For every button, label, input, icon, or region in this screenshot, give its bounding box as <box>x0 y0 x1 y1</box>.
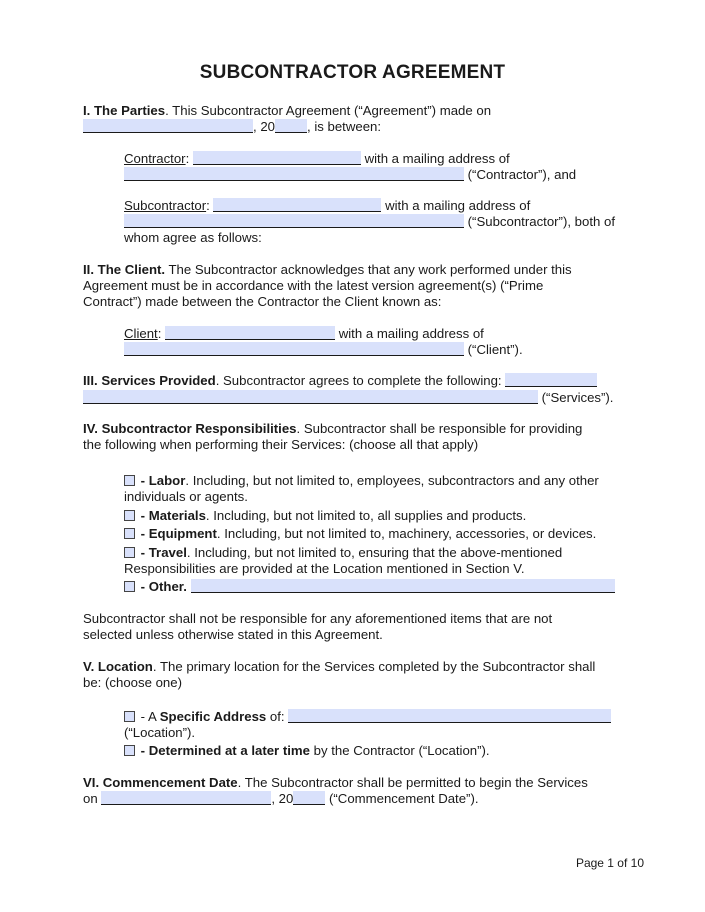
other-line: - Other. <box>124 579 615 595</box>
commencement-heading: VI. Commencement Date <box>83 775 238 790</box>
agreement-date-field[interactable] <box>83 119 253 133</box>
services-heading: III. Services Provided <box>83 373 216 388</box>
client-para-line-3: Contract”) made between the Contractor the Client known as: <box>83 294 442 309</box>
document-title: SUBCONTRACTOR AGREEMENT <box>199 62 506 83</box>
equipment-label: Equipment <box>148 526 217 541</box>
services-line-1: III. Services Provided. Subcontractor agrees to complete the following: <box>83 373 597 389</box>
other-field[interactable] <box>191 579 615 593</box>
responsibilities-heading: IV. Subcontractor Responsibilities <box>83 421 297 436</box>
location-heading: V. Location <box>83 659 153 674</box>
subcontractor-line-2: (“Subcontractor”), both of <box>124 214 615 230</box>
subcontractor-address-field[interactable] <box>124 214 464 228</box>
materials-checkbox[interactable] <box>124 510 135 521</box>
responsibilities-line-2: the following when performing their Services: (choose all that apply) <box>83 437 479 452</box>
materials-label: Materials <box>148 508 206 523</box>
subcontractor-label: Subcontractor <box>124 198 207 213</box>
labor-label: Labor <box>148 473 186 488</box>
determined-later-line: - Determined at a later time by the Contractor (“Location”). <box>124 743 490 759</box>
client-address-field[interactable] <box>124 342 464 356</box>
specific-address-field[interactable] <box>288 709 611 723</box>
parties-heading: I. The Parties <box>83 103 166 118</box>
client-para-line-1: II. The Client. The Subcontractor acknowledges that any work performed under this <box>83 262 572 277</box>
other-checkbox[interactable] <box>124 581 135 592</box>
contractor-line-2: (“Contractor”), and <box>124 167 576 183</box>
subcontractor-line-1: Subcontractor: with a mailing address of <box>124 198 531 213</box>
page-number: Page 1 of 10 <box>575 856 644 870</box>
subcontractor-name-field[interactable] <box>213 198 381 212</box>
contractor-address-field[interactable] <box>124 167 464 181</box>
commencement-line-1: VI. Commencement Date. The Subcontractor shall be permitted to begin the Services <box>83 775 588 790</box>
determined-later-checkbox[interactable] <box>124 745 135 756</box>
commencement-date-field[interactable] <box>101 791 271 805</box>
parties-line-1: I. The Parties. This Subcontractor Agreement (“Agreement”) made on <box>83 103 492 118</box>
location-line-2: be: (choose one) <box>83 675 182 690</box>
specific-address-checkbox[interactable] <box>124 711 135 722</box>
travel-line-2: Responsibilities are provided at the Location mentioned in Section V. <box>124 561 525 576</box>
determined-later-label: Determined at a later time <box>148 743 310 758</box>
travel-line-1: - Travel. Including, but not limited to, ensuring that the above-mentioned <box>124 545 562 561</box>
specific-address-line-2: (“Location”). <box>124 725 196 740</box>
responsibility-note-line-1: Subcontractor shall not be responsible for any aforementioned items that are not <box>83 611 553 626</box>
services-field-1[interactable] <box>505 373 597 387</box>
client-label: Client <box>124 326 158 341</box>
specific-address-label: Specific Address <box>159 709 267 724</box>
materials-line: - Materials. Including, but not limited to, all supplies and products. <box>124 508 526 524</box>
subcontractor-line-3: whom agree as follows: <box>124 230 262 245</box>
contractor-line-1: Contractor: with a mailing address of <box>124 151 510 166</box>
location-line-1: V. Location. The primary location for the Services completed by the Subcontractor shall <box>83 659 596 674</box>
contractor-label: Contractor <box>124 151 186 166</box>
travel-checkbox[interactable] <box>124 547 135 558</box>
equipment-line: - Equipment. Including, but not limited to, machinery, accessories, or devices. <box>124 526 596 542</box>
responsibilities-line-1: IV. Subcontractor Responsibilities. Subcontractor shall be responsible for providing <box>83 421 583 436</box>
commencement-year-field[interactable] <box>293 791 325 805</box>
client-line-2: (“Client”). <box>124 342 523 358</box>
services-field-2[interactable] <box>83 390 538 404</box>
specific-address-line-1: - A Specific Address of: <box>124 709 611 725</box>
contractor-name-field[interactable] <box>193 151 361 165</box>
equipment-checkbox[interactable] <box>124 528 135 539</box>
labor-line-1: - Labor. Including, but not limited to, employees, subcontractors and any other <box>124 473 599 489</box>
commencement-line-2: on , 20 (“Commencement Date”). <box>83 791 479 806</box>
travel-label: Travel <box>148 545 187 560</box>
parties-line-2: , 20 , is between: <box>83 119 381 135</box>
labor-checkbox[interactable] <box>124 475 135 486</box>
other-label: Other <box>148 579 184 594</box>
agreement-year-field[interactable] <box>275 119 307 133</box>
labor-line-2: individuals or agents. <box>124 489 248 504</box>
client-heading: II. The Client. <box>83 262 166 277</box>
client-name-field[interactable] <box>165 326 335 340</box>
services-line-2: (“Services”). <box>83 390 613 406</box>
responsibility-note-line-2: selected unless otherwise stated in this Agreement. <box>83 627 383 642</box>
client-para-line-2: Agreement must be in accordance with the latest version agreement(s) (“Prime <box>83 278 544 293</box>
client-line-1: Client: with a mailing address of <box>124 326 484 341</box>
